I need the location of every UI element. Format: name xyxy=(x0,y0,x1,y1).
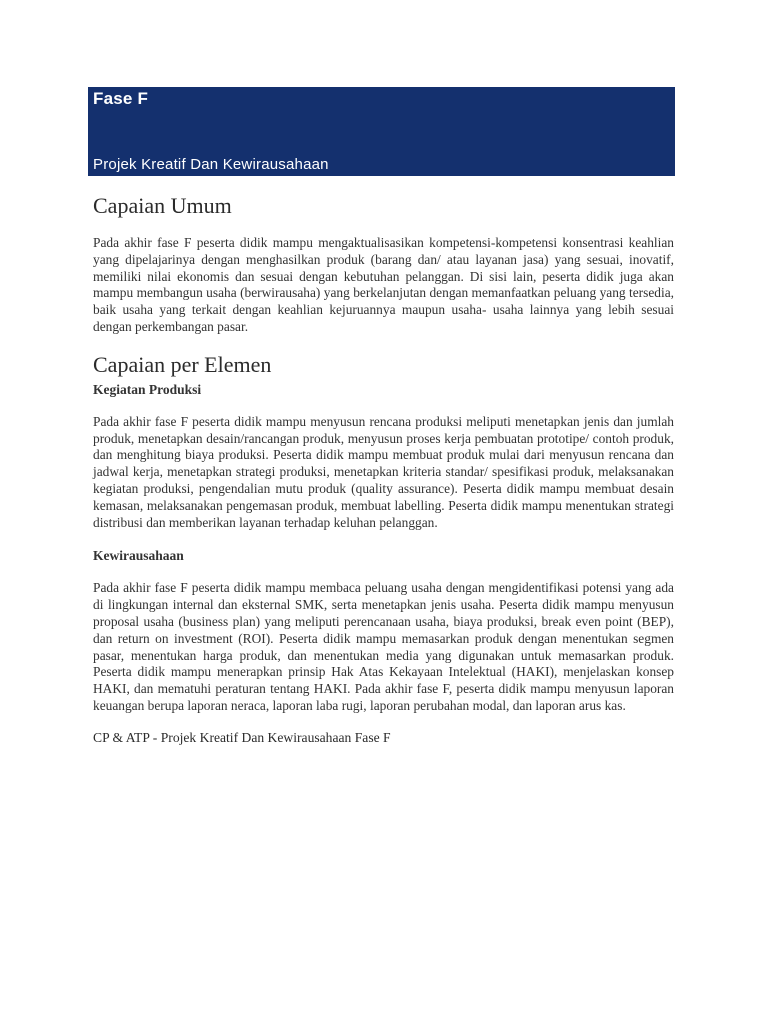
element-paragraph-kewirausahaan: Pada akhir fase F peserta didik mampu membaca peluang usaha dengan mengidentifikasi potensi yang ada di lingkungan internal dan eksternal SMK, serta menetapkan jenis usaha. Peserta didik mampu menyusun proposal usaha (business plan) yang meliputi perencanaan usaha, biaya produksi, break even point (BEP), dan return on investment (ROI). Peserta didik mampu memasarkan produk dengan menentukan segmen pasar, menentukan harga produk, dan menentukan media yang digunakan untuk memasarkan produk. Peserta didik mampu menerapkan prinsip Hak Atas Kekayaan Intelektual (HAKI), menjelaskan konsep HAKI, dan mematuhi peraturan tentang HAKI. Pada akhir fase F, peserta didik mampu menyusun laporan keuangan berupa laporan neraca, laporan laba rugi, laporan perubahan modal, dan laporan arus kas. xyxy=(93,580,674,713)
element-title-kewirausahaan: Kewirausahaan xyxy=(93,548,184,564)
header-banner xyxy=(88,87,675,176)
element-title-kegiatan-produksi: Kegiatan Produksi xyxy=(93,381,202,397)
element-paragraph-kegiatan-produksi: Pada akhir fase F peserta didik mampu menyusun rencana produksi meliputi menetapkan jenis dan jumlah produk, menetapkan desain/rancangan produk, menyusun proses kerja pembuatan prototipe/ contoh produk, dan menghitung biaya produksi. Peserta didik mampu membuat produk mulai dari menyusun rencana dan jadwal kerja, menetapkan strategi produksi, menetapkan kriteria standar/ spesifikasi produk, melaksanakan kegiatan produksi, pengendalian mutu produk (quality assurance). Peserta didik mampu membuat desain kemasan, melaksanakan pengemasan produk, membuat labelling. Peserta didik mampu menentukan strategi distribusi dan memberikan layanan terhadap keluhan pelanggan. xyxy=(93,413,674,530)
document-content xyxy=(93,190,674,747)
banner-subtitle: Projek Kreatif Dan Kewirausahaan xyxy=(93,156,329,173)
document-footer-title: CP & ATP - Projek Kreatif Dan Kewirausahaan Fase F xyxy=(93,729,391,745)
capaian-per-elemen-heading: Capaian per Elemen xyxy=(93,351,272,377)
capaian-umum-paragraph: Pada akhir fase F peserta didik mampu mengaktualisasikan kompetensi-kompetensi konsentrasi keahlian yang dipelajarinya dengan menghasilkan produk (barang dan/ atau layanan jasa) yang sesuai, inovatif, memiliki nilai ekonomis dan sesuai dengan kebutuhan pelanggan. Di sisi lain, peserta didik juga akan mampu membangun usaha (berwirausaha) yang berkelanjutan dengan memanfaatkan peluang yang tersedia, baik usaha yang terkait dengan keahlian kejuruannya maupun usaha- usaha lainnya yang lebih sesuai dengan perkembangan pasar. xyxy=(93,235,674,334)
banner-title: Fase F xyxy=(93,89,149,108)
capaian-umum-heading: Capaian Umum xyxy=(93,193,232,218)
